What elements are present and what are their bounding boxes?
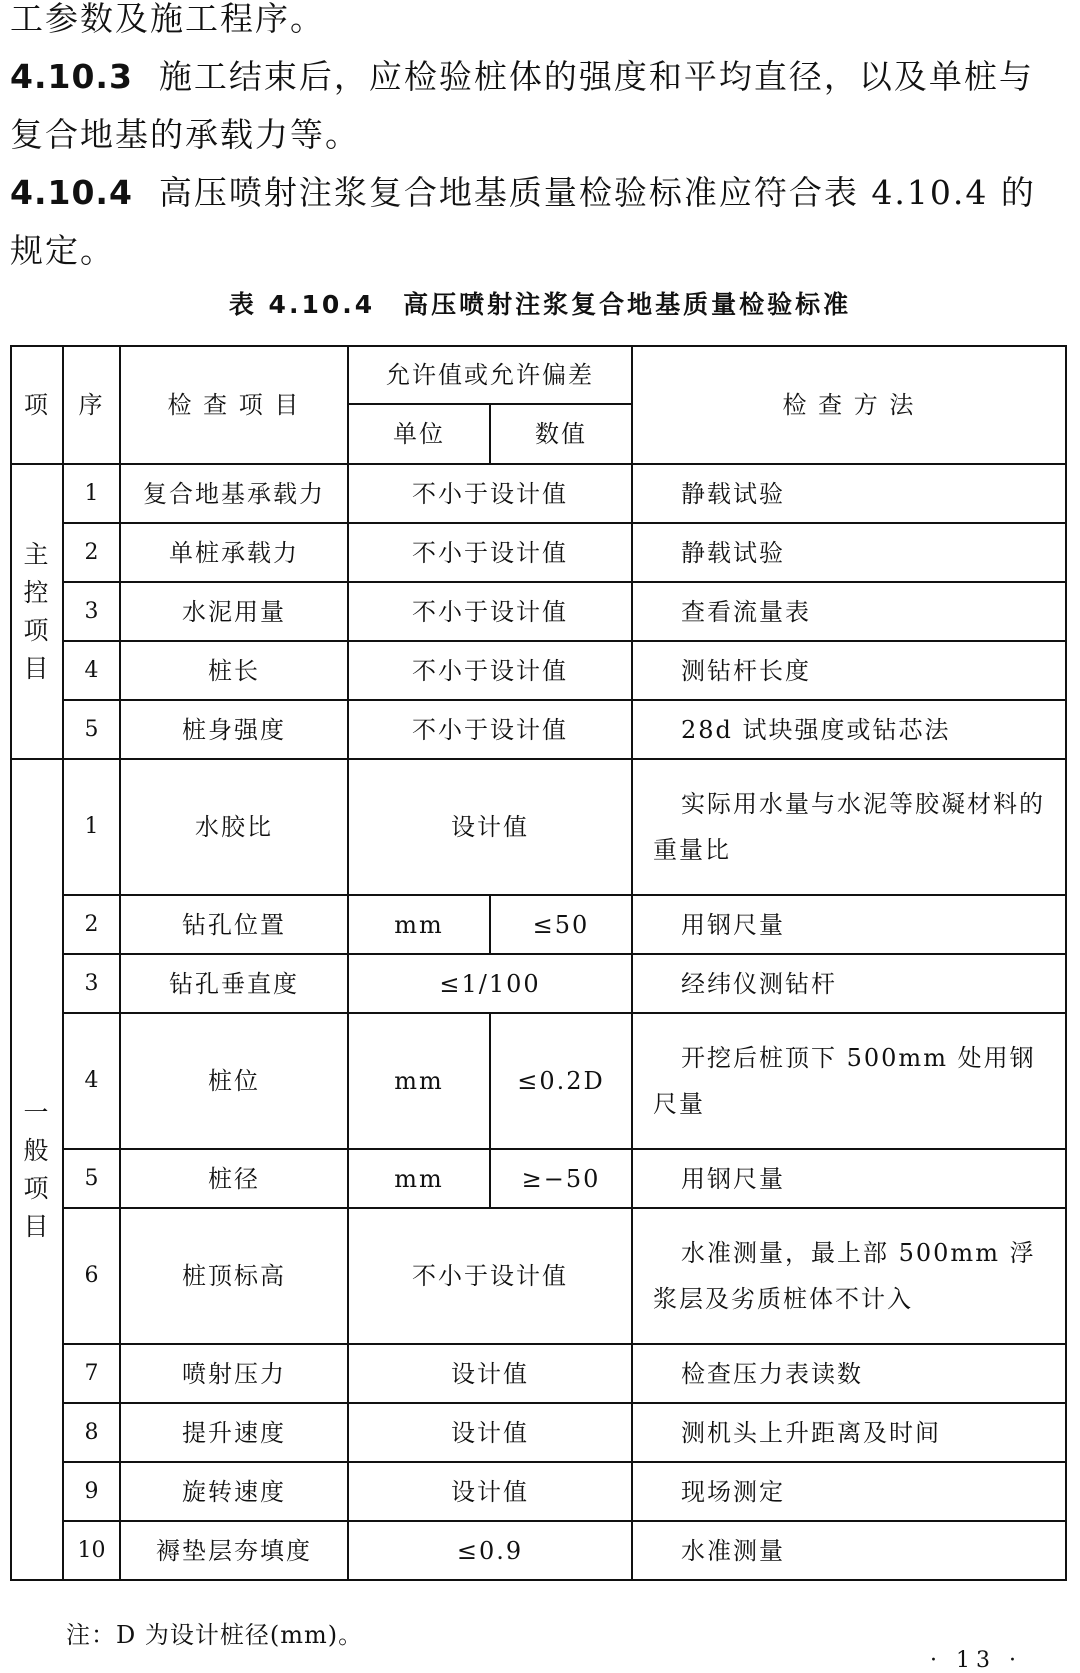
clause-text: 高压喷射注浆复合地基质量检验标准应符合表 4.10.4 的规定。 <box>10 173 1036 270</box>
row-method: 用钢尺量 <box>632 1149 1066 1208</box>
table-row <box>11 582 1066 641</box>
row-allowance: 不小于设计值 <box>348 700 632 759</box>
clause-4-10-3 <box>10 48 1065 164</box>
row-unit: mm <box>348 1013 490 1149</box>
table-row <box>11 464 1066 523</box>
row-seq: 3 <box>63 582 120 641</box>
row-unit: mm <box>348 1149 490 1208</box>
row-allowance: 不小于设计值 <box>348 641 632 700</box>
paragraph-text: 工参数及施工程序。 <box>10 0 325 38</box>
row-seq: 5 <box>63 700 120 759</box>
table-row <box>11 1462 1066 1521</box>
table-row <box>11 954 1066 1013</box>
row-seq: 3 <box>63 954 120 1013</box>
row-method: 查看流量表 <box>632 582 1066 641</box>
row-seq: 1 <box>63 464 120 523</box>
row-seq: 5 <box>63 1149 120 1208</box>
row-method: 水准测量 <box>632 1521 1066 1580</box>
table-number: 表 4.10.4 <box>228 290 376 319</box>
table-note: 注：D 为设计桩径(mm)。 <box>66 1621 364 1649</box>
row-allowance: 设计值 <box>348 759 632 895</box>
clause-number: 4.10.4 <box>10 173 133 212</box>
row-method: 测机头上升距离及时间 <box>632 1403 1066 1462</box>
row-item: 钻孔垂直度 <box>120 954 348 1013</box>
row-seq: 2 <box>63 523 120 582</box>
table-row <box>11 700 1066 759</box>
table-header-row <box>11 346 1066 404</box>
row-allowance: ≤1/100 <box>348 954 632 1013</box>
row-item: 复合地基承载力 <box>120 464 348 523</box>
row-item: 喷射压力 <box>120 1344 348 1403</box>
row-method: 经纬仪测钻杆 <box>632 954 1066 1013</box>
header-value: 数值 <box>490 404 632 464</box>
table-row <box>11 1521 1066 1580</box>
row-allowance: 不小于设计值 <box>348 582 632 641</box>
row-seq: 2 <box>63 895 120 954</box>
row-allowance: 设计值 <box>348 1462 632 1521</box>
row-item: 桩位 <box>120 1013 348 1149</box>
table-row <box>11 1013 1066 1149</box>
row-allowance: 不小于设计值 <box>348 523 632 582</box>
category-main <box>11 464 63 759</box>
row-item: 提升速度 <box>120 1403 348 1462</box>
row-item: 桩长 <box>120 641 348 700</box>
row-allowance: 不小于设计值 <box>348 1208 632 1344</box>
clause-text: 施工结束后，应检验桩体的强度和平均直径，以及单桩与复合地基的承载力等。 <box>10 57 1034 154</box>
row-value: ≥−50 <box>490 1149 632 1208</box>
table-row <box>11 523 1066 582</box>
row-seq: 7 <box>63 1344 120 1403</box>
row-seq: 1 <box>63 759 120 895</box>
paragraph-continuation <box>10 0 1065 48</box>
table-title <box>0 285 1080 321</box>
row-allowance: 设计值 <box>348 1403 632 1462</box>
row-method: 用钢尺量 <box>632 895 1066 954</box>
row-seq: 6 <box>63 1208 120 1344</box>
category-general-label: 一般项目 <box>23 1097 51 1241</box>
row-item: 桩身强度 <box>120 700 348 759</box>
row-method: 28d 试块强度或钻芯法 <box>632 700 1066 759</box>
clause-number: 4.10.3 <box>10 57 133 96</box>
header-item: 项 <box>11 346 63 464</box>
row-allowance: 不小于设计值 <box>348 464 632 523</box>
row-method: 开挖后桩顶下 500mm 处用钢尺量 <box>632 1013 1066 1149</box>
table-row <box>11 1344 1066 1403</box>
row-item: 单桩承载力 <box>120 523 348 582</box>
row-seq: 10 <box>63 1521 120 1580</box>
row-method: 静载试验 <box>632 523 1066 582</box>
header-allowance: 允许值或允许偏差 <box>348 346 632 404</box>
row-unit: mm <box>348 895 490 954</box>
quality-inspection-table <box>10 345 1067 1581</box>
table-title-text: 高压喷射注浆复合地基质量检验标准 <box>403 290 852 319</box>
row-allowance: 设计值 <box>348 1344 632 1403</box>
header-check-item: 检 查 项 目 <box>120 346 348 464</box>
table-row <box>11 895 1066 954</box>
row-method: 现场测定 <box>632 1462 1066 1521</box>
table-row <box>11 1208 1066 1344</box>
page-number: · 13 · <box>930 1648 1022 1673</box>
row-seq: 4 <box>63 641 120 700</box>
row-method: 测钻杆长度 <box>632 641 1066 700</box>
row-seq: 4 <box>63 1013 120 1149</box>
row-seq: 9 <box>63 1462 120 1521</box>
row-method: 静载试验 <box>632 464 1066 523</box>
table-row <box>11 641 1066 700</box>
row-item: 水泥用量 <box>120 582 348 641</box>
row-method: 检查压力表读数 <box>632 1344 1066 1403</box>
header-unit: 单位 <box>348 404 490 464</box>
category-general <box>11 759 63 1580</box>
header-method: 检 查 方 法 <box>632 346 1066 464</box>
row-method: 实际用水量与水泥等胶凝材料的重量比 <box>632 759 1066 895</box>
row-item: 旋转速度 <box>120 1462 348 1521</box>
row-item: 桩顶标高 <box>120 1208 348 1344</box>
table-row <box>11 1403 1066 1462</box>
row-item: 桩径 <box>120 1149 348 1208</box>
table-row <box>11 759 1066 895</box>
row-item: 水胶比 <box>120 759 348 895</box>
row-method: 水准测量，最上部 500mm 浮浆层及劣质桩体不计入 <box>632 1208 1066 1344</box>
row-value: ≤50 <box>490 895 632 954</box>
category-main-label: 主控项目 <box>23 539 51 683</box>
header-seq: 序 <box>63 346 120 464</box>
row-item: 钻孔位置 <box>120 895 348 954</box>
row-item: 褥垫层夯填度 <box>120 1521 348 1580</box>
clause-4-10-4 <box>10 164 1065 280</box>
row-allowance: ≤0.9 <box>348 1521 632 1580</box>
row-value: ≤0.2D <box>490 1013 632 1149</box>
table-row <box>11 1149 1066 1208</box>
row-seq: 8 <box>63 1403 120 1462</box>
